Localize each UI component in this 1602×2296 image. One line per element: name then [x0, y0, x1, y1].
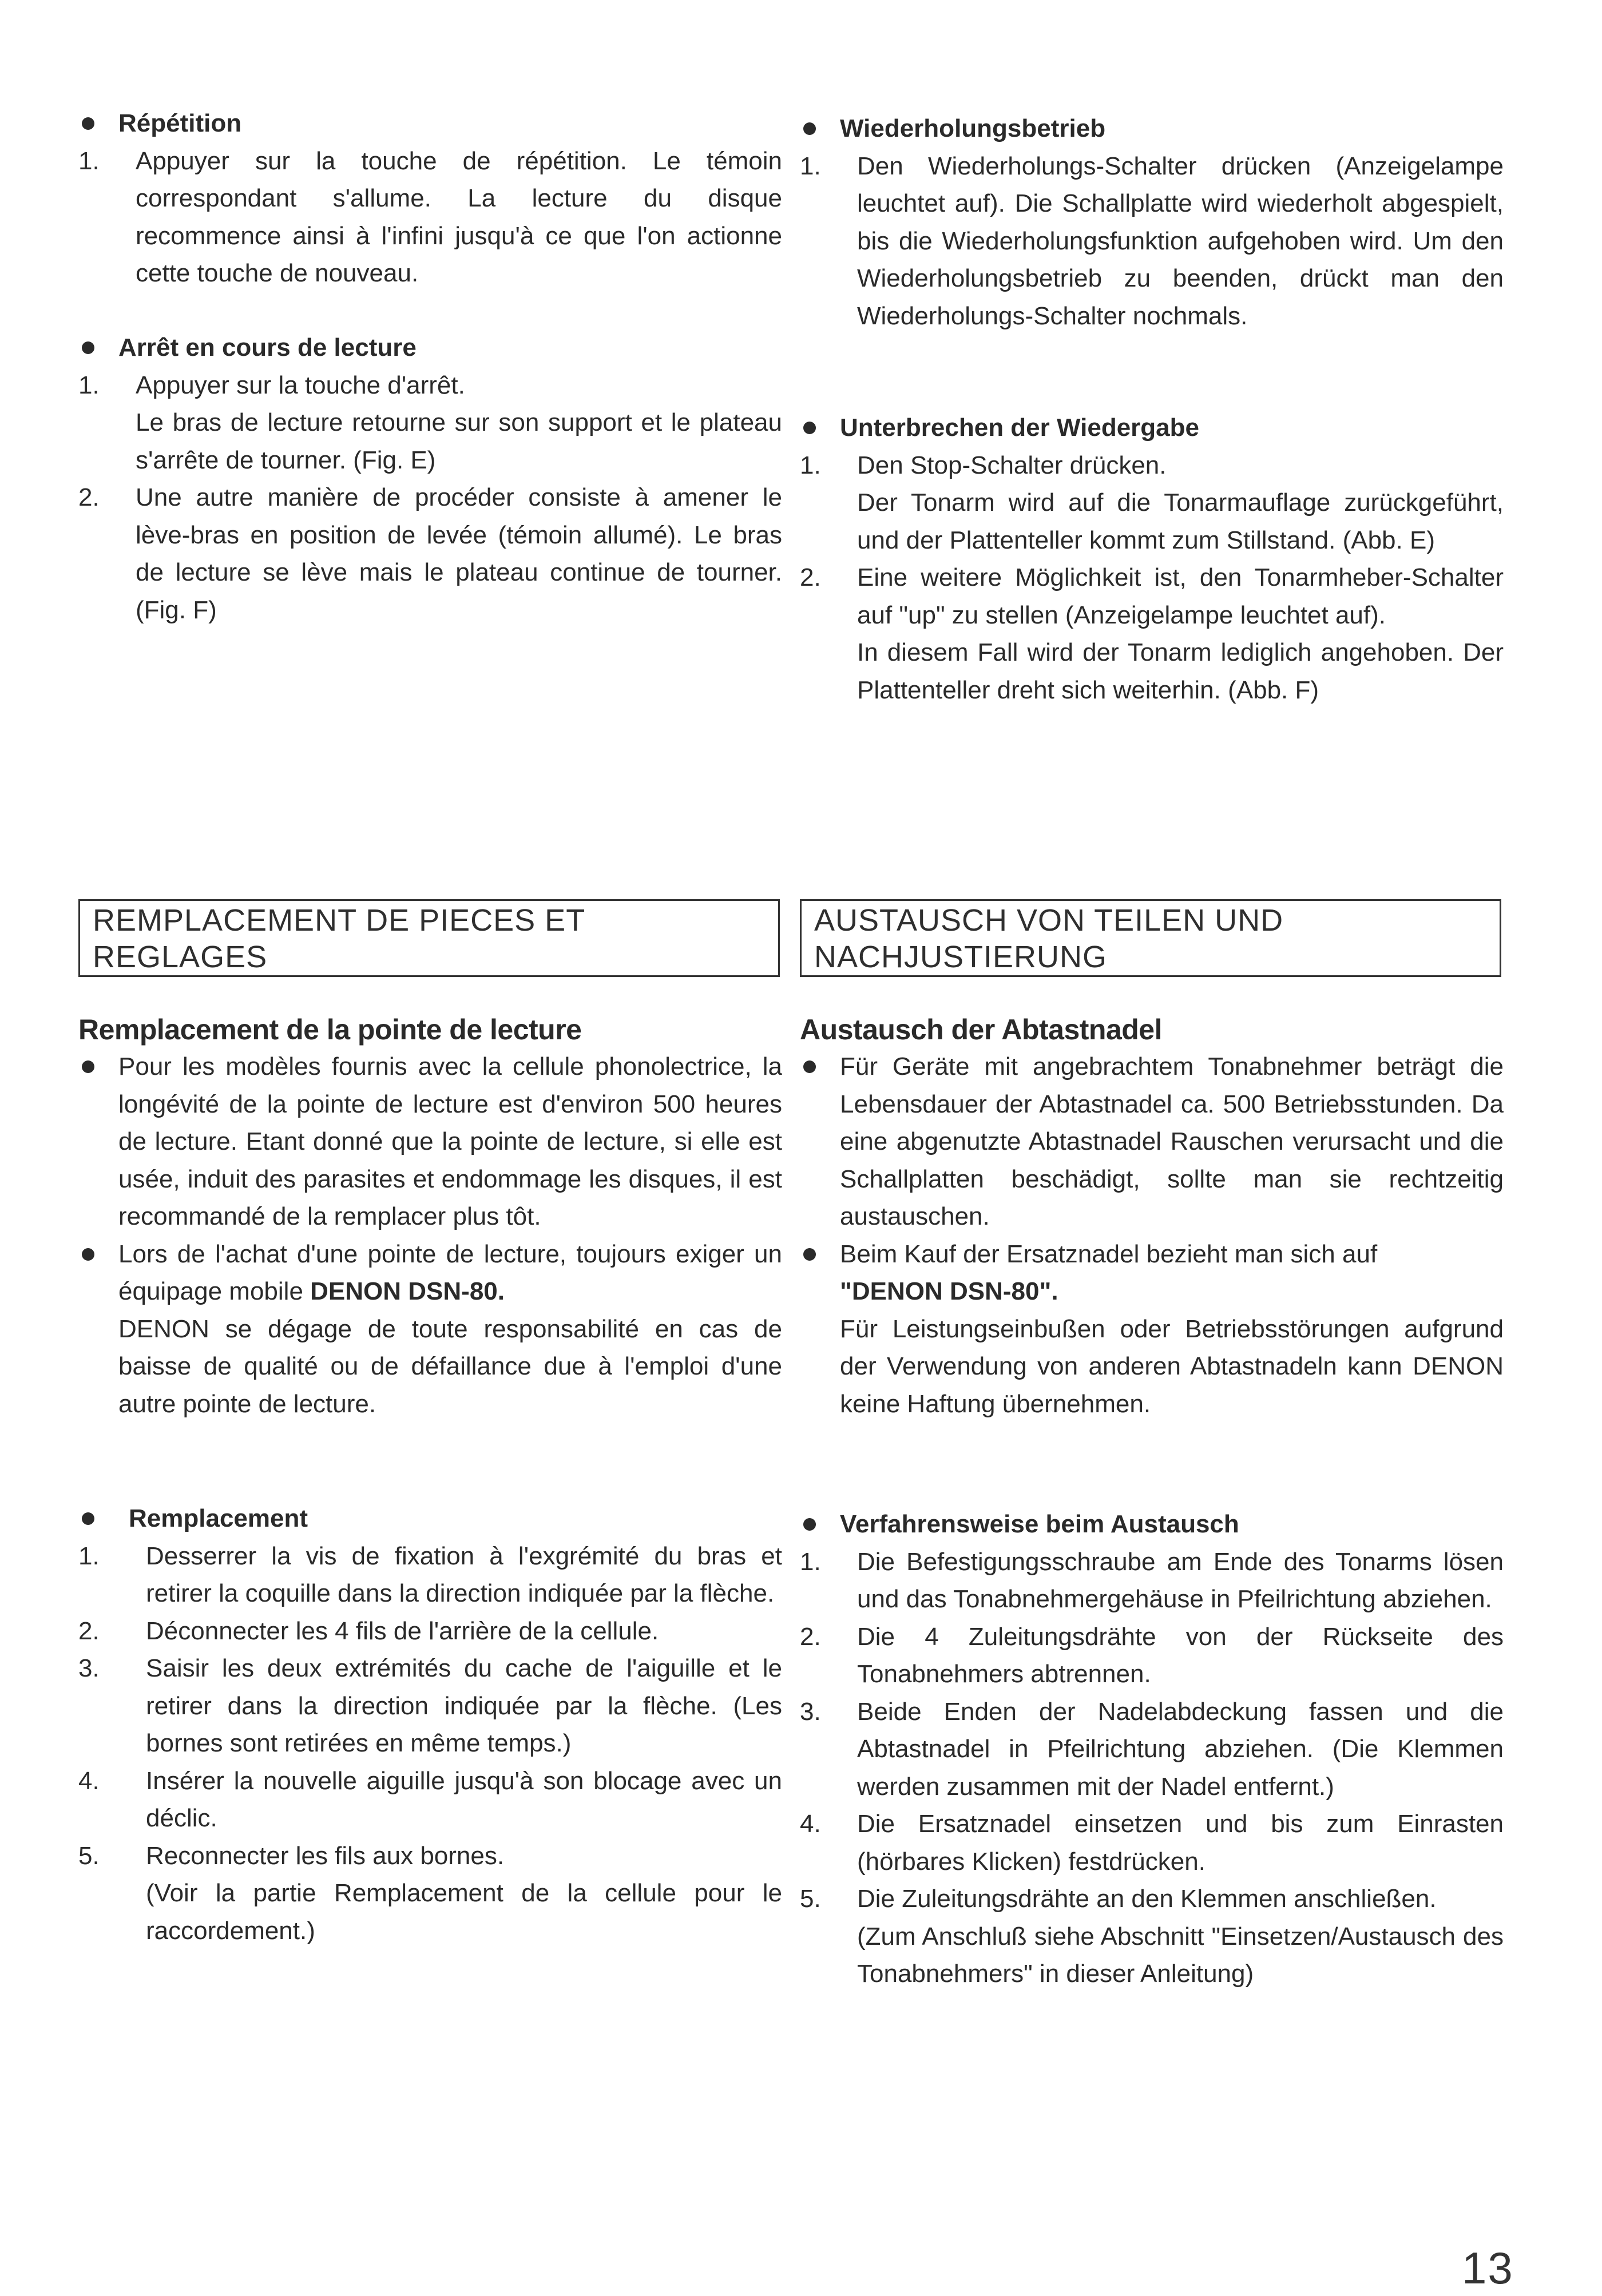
- bullet-icon: [803, 122, 816, 135]
- list-item: 1. Den Wiederholungs-Schalter drücken (Anzeigelampe leuchtet auf). Die Schallplatte wird wiederholt abgespielt, bis die Wiederholungsfunktion aufgehoben wird. Um den Wiederholungsbetrieb zu beenden, drückt man den Wiederholungs-Schalter nochmals.: [800, 152, 1504, 330]
- list-item: 1. Desserrer la vis de fixation à l'exgrémité du bras et retirer la coquille dans la direction indiquée par la flèche.: [78, 1542, 782, 1607]
- de-verfahren-section: [800, 1505, 1504, 1993]
- fr-section-title: REMPLACEMENT DE PIECES ET REGLAGES: [78, 899, 780, 977]
- bullet-icon: [82, 1248, 94, 1261]
- de-unterbrechen-section: [800, 409, 1504, 709]
- list-item: 3. Saisir les deux extrémités du cache de l'aiguille et le retirer dans la direction indiquée par la flèche. (Les bornes sont retirées en même temps.): [78, 1654, 782, 1757]
- list-item: 2. Déconnecter les 4 fils de l'arrière de la cellule.: [78, 1616, 659, 1645]
- de-wiederholung-section: [800, 110, 1504, 335]
- list-item-continuation: Le bras de lecture retourne sur son support et le plateau s'arrête de tourner. (Fig. E): [136, 408, 782, 474]
- fr-remplacement-section: [78, 1500, 782, 1949]
- list-item: 5. Reconnecter les fils aux bornes.: [78, 1841, 505, 1870]
- list-item: 1. Die Befestigungsschraube am Ende des Tonarms lösen und das Tonabnehmergehäuse in Pfeilrichtung abziehen.: [800, 1547, 1504, 1613]
- bullet-icon: [803, 1248, 816, 1261]
- list-item: 4. Die Ersatznadel einsetzen und bis zum Einrasten (hörbares Klicken) festdrücken.: [800, 1810, 1504, 1876]
- bullet-icon: [82, 341, 94, 354]
- list-item: Beim Kauf der Ersatznadel bezieht man sich auf "DENON DSN-80". Für Leistungseinbußen oder Betriebsstörungen aufgrund der Verwendung von anderen Abtastnadeln kann DENON keine Haftung übernehmen.: [800, 1236, 1504, 1423]
- fr-arret-heading: Arrêt en cours de lecture: [78, 329, 782, 367]
- list-item-continuation: (Voir la partie Remplacement de la cellule pour le raccordement.): [146, 1879, 782, 1945]
- de-section-title: AUSTAUSCH VON TEILEN UND NACHJUSTIERUNG: [800, 899, 1501, 977]
- de-abtastnadel-heading: Austausch der Abtastnadel: [800, 1014, 1163, 1046]
- list-item: 2. Eine weitere Möglichkeit ist, den Tonarmheber-Schalter auf "up" zu stellen (Anzeigelampe leuchtet auf).: [800, 563, 1504, 629]
- list-item: 5. Die Zuleitungsdrähte an den Klemmen anschließen.: [800, 1885, 1437, 1913]
- bullet-icon: [803, 1518, 816, 1531]
- de-verfahren-heading: Verfahrensweise beim Austausch: [800, 1505, 1504, 1543]
- bullet-icon: [82, 1512, 94, 1525]
- de-unterbrechen-heading: Unterbrechen der Wiedergabe: [800, 409, 1504, 447]
- fr-remplacement-heading: Remplacement: [78, 1500, 782, 1538]
- list-item: 3. Beide Enden der Nadelabdeckung fassen und die Abtastnadel in Pfeilrichtung abziehen. (Die Klemmen werden zusammen mit der Nadel entfernt.): [800, 1697, 1504, 1801]
- fr-arret-section: [78, 329, 782, 629]
- bullet-icon: [803, 1060, 816, 1073]
- list-item: 2. Die 4 Zuleitungsdrähte von der Rückseite des Tonabnehmers abtrennen.: [800, 1622, 1504, 1688]
- bullet-icon: [82, 1060, 94, 1073]
- list-item: 1. Appuyer sur la touche d'arrêt.: [78, 371, 465, 399]
- fr-pointe-section: [78, 1011, 782, 1423]
- list-item-continuation: (Zum Anschluß siehe Abschnitt "Einsetzen/Austausch des Tonabnehmers" in dieser Anleitung): [857, 1922, 1504, 1988]
- bullet-icon: [803, 422, 816, 434]
- list-item-continuation: In diesem Fall wird der Tonarm lediglich angehoben. Der Plattenteller dreht sich weiterhin. (Abb. F): [857, 638, 1504, 704]
- list-item: Für Geräte mit angebrachtem Tonabnehmer beträgt die Lebensdauer der Abtastnadel ca. 500 Betriebsstunden. Da eine abgenutzte Abtastnadel Rauschen verursacht und die Schallplatten beschädigt, sollte man sie rechtzeitig austauschen.: [800, 1048, 1504, 1236]
- list-item: 2. Une autre manière de procéder consiste à amener le lève-bras en position de levée (témoin allumé). Le bras de lecture se lève mais le plateau continue de tourner. (Fig. F): [78, 483, 782, 624]
- list-item-continuation: Der Tonarm wird auf die Tonarmauflage zurückgeführt, und der Plattenteller kommt zum Stillstand. (Abb. E): [857, 488, 1504, 554]
- fr-pointe-heading: Remplacement de la pointe de lecture: [78, 1014, 582, 1046]
- fr-repetition-heading: Répétition: [78, 105, 782, 142]
- de-abtastnadel-section: [800, 1011, 1504, 1423]
- list-item: 1. Appuyer sur la touche de répétition. Le témoin correspondant s'allume. La lecture du disque recommence ainsi à l'infini jusqu'à ce que l'on actionne cette touche de nouveau.: [78, 146, 782, 287]
- fr-repetition-section: [78, 105, 782, 292]
- list-item: Lors de l'achat d'une pointe de lecture, toujours exiger un équipage mobile DENON DSN-80. DENON se dégage de toute responsabilité en cas de baisse de qualité ou de défaillance due à l'emploi d'une autre pointe de lecture.: [78, 1236, 782, 1423]
- list-item: 4. Insérer la nouvelle aiguille jusqu'à son blocage avec un déclic.: [78, 1766, 782, 1832]
- list-item: 1. Den Stop-Schalter drücken.: [800, 451, 1167, 479]
- list-item: Pour les modèles fournis avec la cellule phonolectrice, la longévité de la pointe de lecture est d'environ 500 heures de lecture. Etant donné que la pointe de lecture, si elle est usée, induit des parasites et endommage les disques, il est recommandé de la remplacer plus tôt.: [78, 1048, 782, 1236]
- page-number: 13: [1462, 2243, 1514, 2293]
- de-wiederholung-heading: Wiederholungsbetrieb: [800, 110, 1504, 148]
- bullet-icon: [82, 117, 94, 130]
